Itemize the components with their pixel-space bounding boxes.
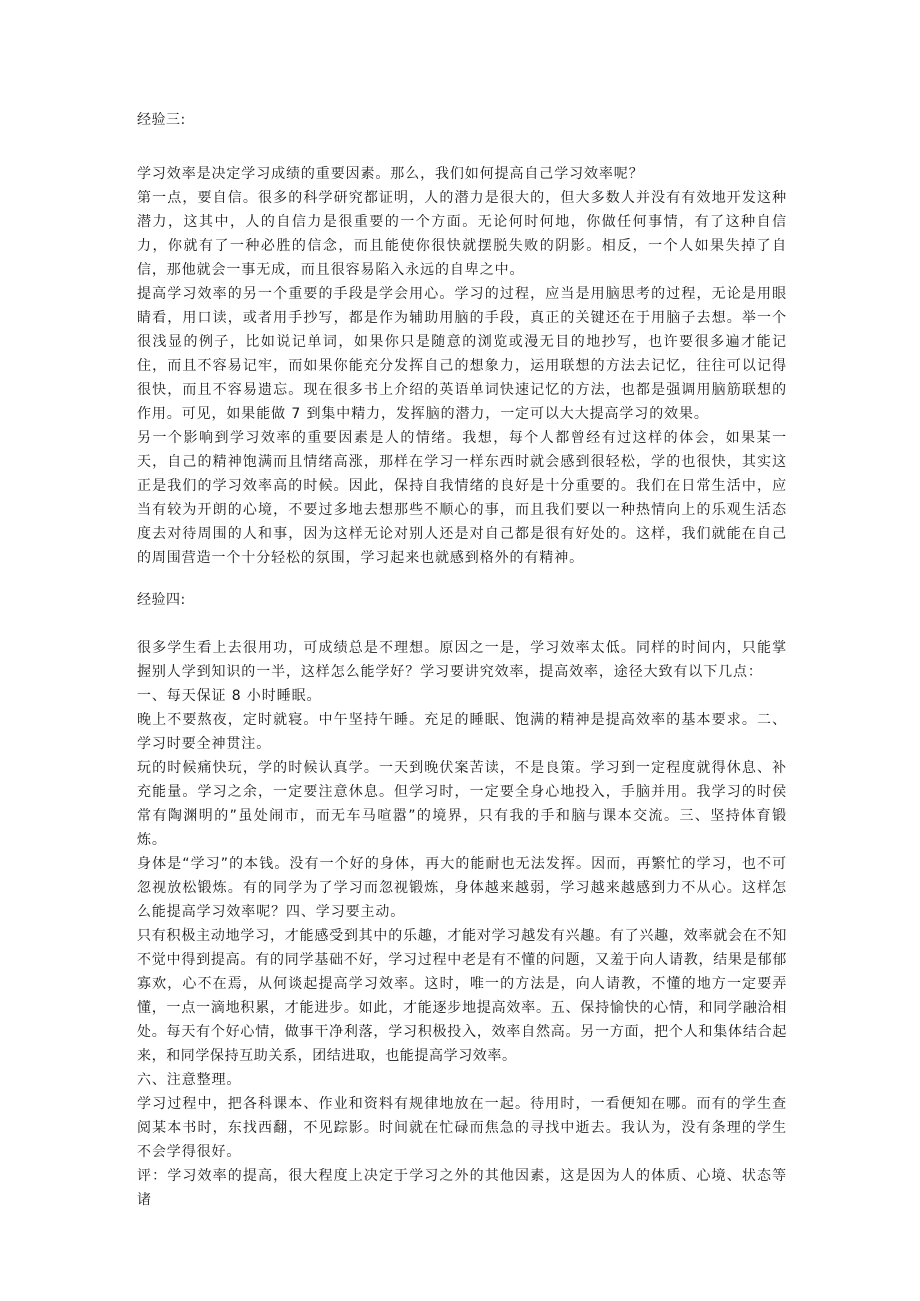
document-page xyxy=(137,108,787,1212)
paragraph: 只有积极主动地学习，才能感受到其中的乐趣，才能对学习越发有兴趣。有了兴趣，效率就会在不知不觉中得到提高。有的同学基础不好，学习过程中老是有不懂的问题，又羞于向人请教，结果是郁郁寡欢，心不在焉，从何谈起提高学习效率。这时，唯一的方法是，向人请教，不懂的地方一定要弄懂，一点一滴地积累，才能进步。如此，才能逐步地提高效率。五、保持愉快的心情，和同学融洽相处。每天有个好心情，做事干净利落，学习积极投入，效率自然高。另一方面，把个人和集体结合起来，和同学保持互助关系，团结进取，也能提高学习效率。 xyxy=(137,928,787,1064)
section-heading-4: 经验四: xyxy=(137,592,186,608)
paragraph: 学习过程中，把各科课本、作业和资料有规律地放在一起。待用时，一看便知在哪。而有的学生查阅某本书时，东找西翻，不见踪影。时间就在忙碌而焦急的寻找中逝去。我认为，没有条理的学生不会学得很好。 xyxy=(137,1096,787,1160)
paragraph: 很多学生看上去很用功，可成绩总是不理想。原因之一是，学习效率太低。同样的时间内，只能掌握别人学到知识的一半，这样怎么能学好？学习要讲究效率，提高效率，途径大致有以下几点： xyxy=(137,640,787,680)
paragraph: 晚上不要熬夜，定时就寝。中午坚持午睡。充足的睡眠、饱满的精神是提高效率的基本要求。二、学习时要全神贯注。 xyxy=(137,712,787,752)
paragraph: 提高学习效率的另一个重要的手段是学会用心。学习的过程，应当是用脑思考的过程，无论是用眼睛看，用口读，或者用手抄写，都是作为辅助用脑的手段，真正的关键还在于用脑子去想。举一个很浅显的例子，比如说记单词，如果你只是随意的浏览或漫无目的地抄写，也许要很多遍才能记住，而且不容易记牢，而如果你能充分发挥自己的想象力，运用联想的方法去记忆，往往可以记得很快，而且不容易遗忘。现在很多书上介绍的英语单词快速记忆的方法，也都是强调用脑筋联想的作用。可见，如果能做 7 到集中精力，发挥脑的潜力，一定可以大大提高学习的效果。 xyxy=(137,286,787,422)
list-item: 六、注意整理。 xyxy=(137,1072,242,1088)
list-item: 一、每天保证 8 小时睡眠。 xyxy=(137,688,322,704)
paragraph: 身体是“学习”的本钱。没有一个好的身体，再大的能耐也无法发挥。因而，再繁忙的学习，也不可忽视放松锻炼。有的同学为了学习而忽视锻炼，身体越来越弱，学习越来越感到力不从心。这样怎么能提高学习效率呢？四、学习要主动。 xyxy=(137,856,787,920)
paragraph: 评：学习效率的提高，很大程度上决定于学习之外的其他因素，这是因为人的体质、心境、状态等诸 xyxy=(137,1168,787,1208)
section-heading-3: 经验三: xyxy=(137,112,186,128)
paragraph: 第一点，要自信。很多的科学研究都证明，人的潜力是很大的，但大多数人并没有有效地开发这种潜力，这其中，人的自信力是很重要的一个方面。无论何时何地，你做任何事情，有了这种自信力，你就有了一种必胜的信念，而且能使你很快就摆脱失败的阴影。相反，一个人如果失掉了自信，那他就会一事无成，而且很容易陷入永远的自卑之中。 xyxy=(137,190,787,278)
paragraph: 玩的时候痛快玩，学的时候认真学。一天到晚伏案苦读，不是良策。学习到一定程度就得休息、补充能量。学习之余，一定要注意休息。但学习时，一定要全身心地投入，手脑并用。我学习的时侯常有陶渊明的”虽处闹市，而无车马喧嚣”的境界，只有我的手和脑与课本交流。三、坚持体育锻炼。 xyxy=(137,760,787,848)
paragraph: 另一个影响到学习效率的重要因素是人的情绪。我想，每个人都曾经有过这样的体会，如果某一天，自己的精神饱满而且情绪高涨，那样在学习一样东西时就会感到很轻松，学的也很快，其实这正是我们的学习效率高的时候。因此，保持自我情绪的良好是十分重要的。我们在日常生活中，应当有较为开朗的心境，不要过多地去想那些不顺心的事，而且我们要以一种热情向上的乐观生活态度去对待周围的人和事，因为这样无论对别人还是对自己都是很有好处的。这样，我们就能在自己的周围营造一个十分轻松的氛围，学习起来也就感到格外的有精神。 xyxy=(137,430,787,566)
paragraph: 学习效率是决定学习成绩的重要因素。那么，我们如何提高自己学习效率呢？ xyxy=(137,166,644,182)
